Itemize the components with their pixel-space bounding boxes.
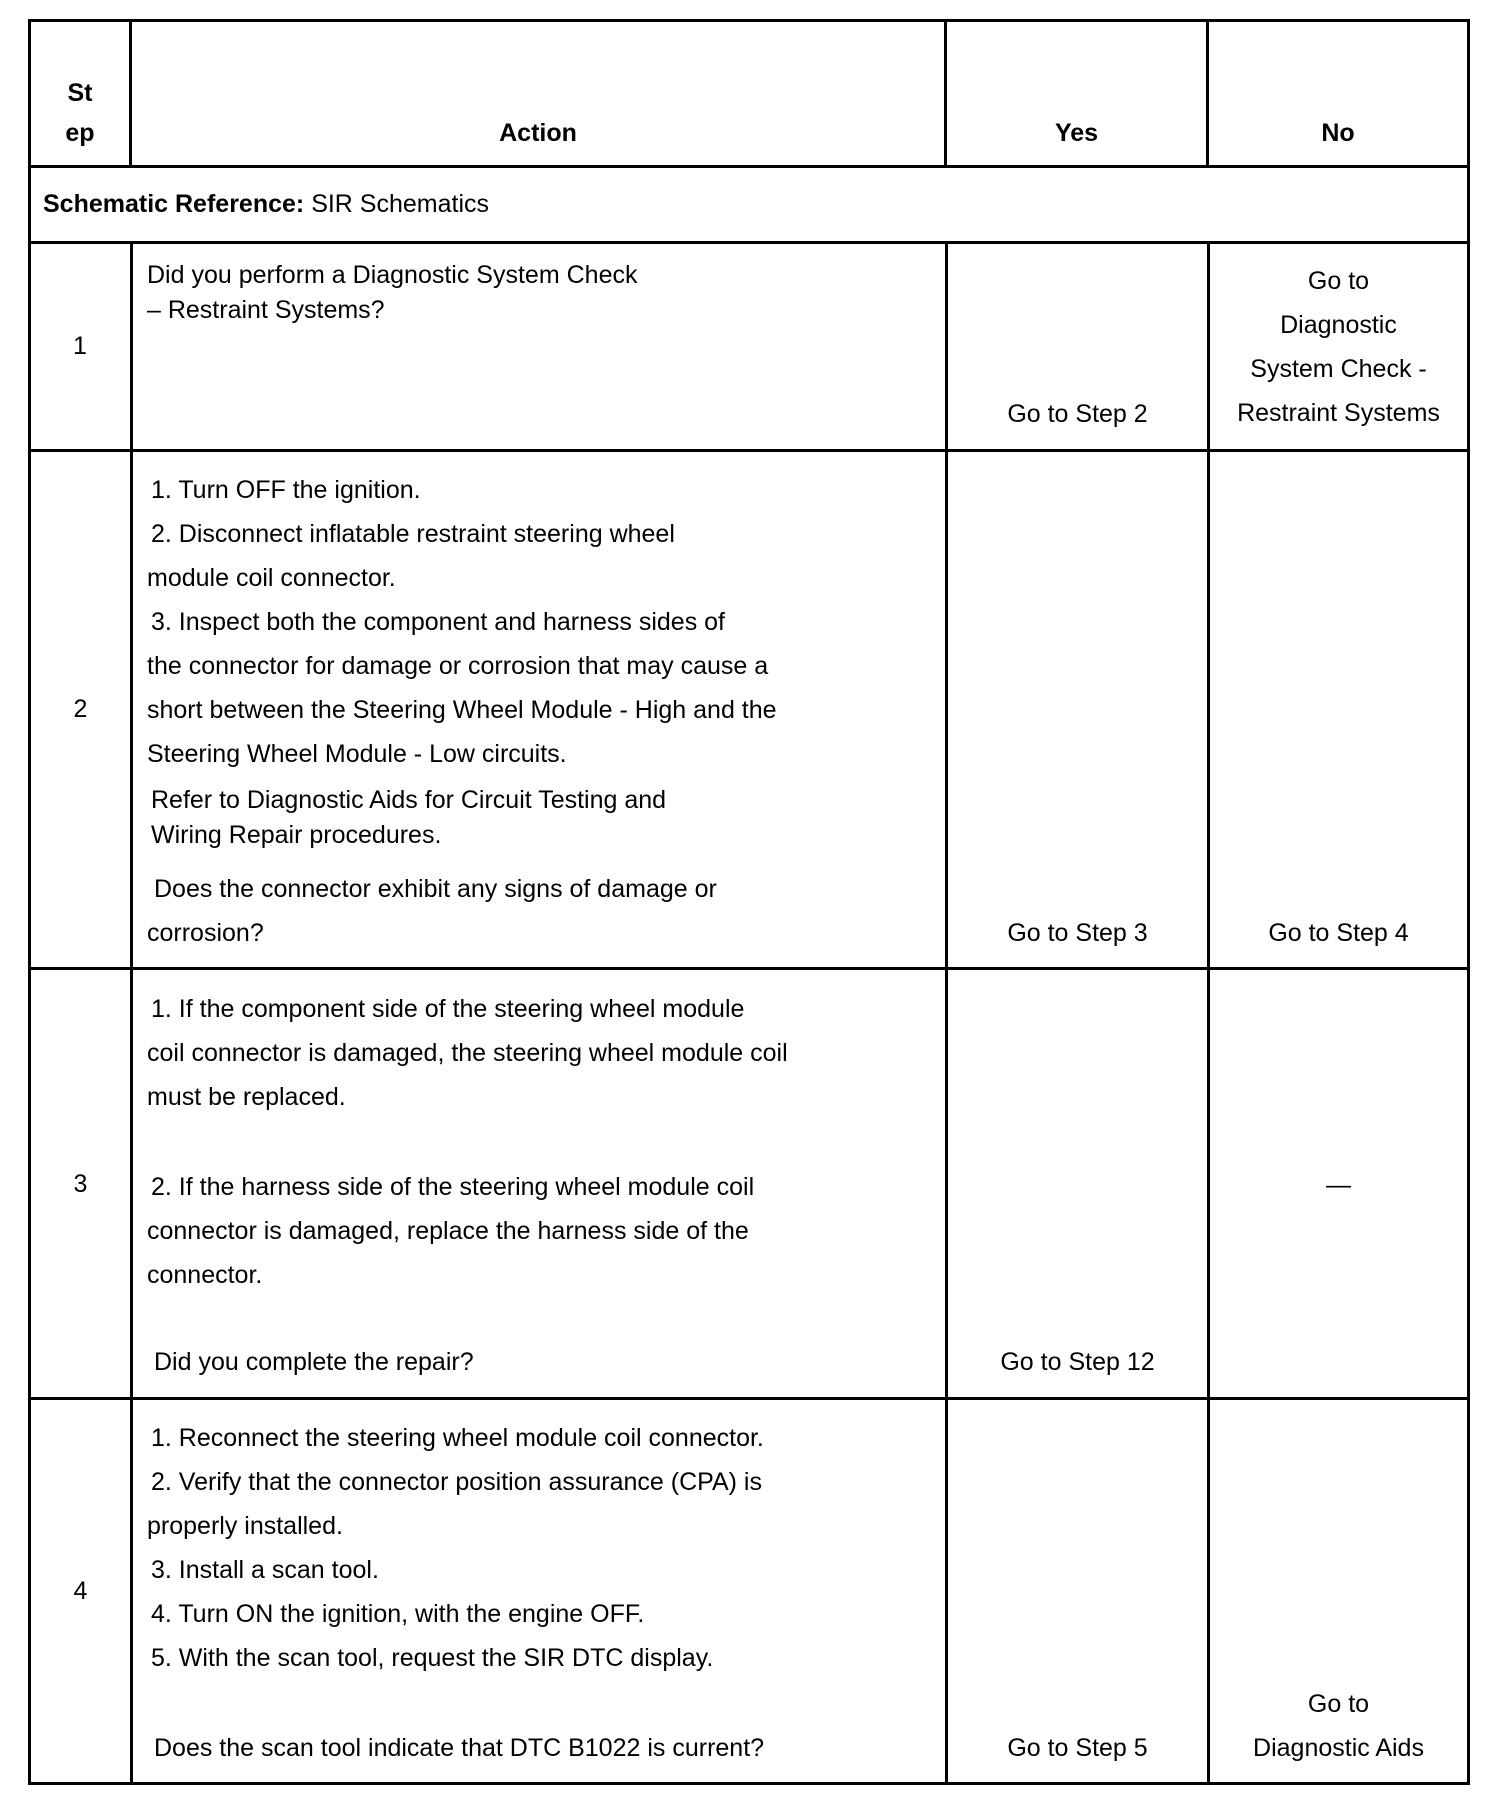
action-text bbox=[147, 258, 637, 328]
step-number: 2 bbox=[73, 695, 88, 723]
header-step-line2: ep bbox=[65, 119, 95, 147]
question-line: corrosion? bbox=[147, 919, 264, 947]
action-line: properly installed. bbox=[147, 1512, 343, 1540]
divider bbox=[28, 1782, 1470, 1785]
divider bbox=[28, 967, 1470, 970]
action-line: Did you perform a Diagnostic System Check bbox=[147, 261, 638, 289]
action-line: connector is damaged, replace the harness side of the bbox=[147, 1217, 749, 1245]
action-line: 1. Turn OFF the ignition. bbox=[151, 476, 421, 504]
question-line: Does the connector exhibit any signs of damage or bbox=[154, 875, 717, 903]
no-line: Restraint Systems bbox=[1237, 399, 1440, 427]
yes-link[interactable]: Go to Step 5 bbox=[1007, 1734, 1148, 1762]
schematic-link[interactable]: SIR Schematics bbox=[311, 190, 490, 218]
yes-link[interactable]: Go to Step 2 bbox=[1007, 400, 1148, 428]
action-line: the connector for damage or corrosion that may cause a bbox=[147, 652, 769, 680]
header-action: Action bbox=[499, 119, 577, 147]
action-line: coil connector is damaged, the steering wheel module coil bbox=[147, 1039, 788, 1067]
action-line: 1. If the component side of the steering wheel module bbox=[151, 995, 745, 1023]
action-line: module coil connector. bbox=[147, 564, 396, 592]
note-line: Wiring Repair procedures. bbox=[151, 821, 442, 849]
action-line: must be replaced. bbox=[147, 1083, 346, 1111]
header-step-line1: St bbox=[67, 79, 93, 107]
no-link[interactable]: Go to Step 4 bbox=[1268, 919, 1409, 947]
no-line: Diagnostic bbox=[1280, 311, 1397, 339]
divider bbox=[28, 449, 1470, 452]
action-line: 1. Reconnect the steering wheel module coil connector. bbox=[151, 1424, 764, 1452]
schematic-reference bbox=[43, 189, 489, 219]
yes-link[interactable]: Go to Step 12 bbox=[1000, 1348, 1155, 1376]
action-line: 2. Disconnect inflatable restraint steering wheel bbox=[151, 520, 675, 548]
yes-link[interactable]: Go to Step 3 bbox=[1007, 919, 1148, 947]
no-line: System Check - bbox=[1250, 355, 1427, 383]
action-question: Did you complete the repair? bbox=[154, 1348, 474, 1376]
action-line: – Restraint Systems? bbox=[147, 296, 385, 324]
no-dash: — bbox=[1326, 1171, 1351, 1199]
header-no: No bbox=[1321, 119, 1355, 147]
action-question bbox=[147, 867, 717, 955]
action-text bbox=[147, 1165, 754, 1297]
action-question: Does the scan tool indicate that DTC B1022 is current? bbox=[154, 1734, 765, 1762]
no-link[interactable] bbox=[1210, 259, 1467, 435]
no-link[interactable] bbox=[1210, 1682, 1467, 1770]
divider bbox=[945, 241, 948, 1785]
step-number: 4 bbox=[73, 1577, 88, 1605]
step-number: 1 bbox=[73, 332, 87, 360]
divider bbox=[28, 1397, 1470, 1400]
divider bbox=[28, 19, 1470, 22]
action-note bbox=[151, 783, 666, 853]
action-line: short between the Steering Wheel Module - High and the bbox=[147, 696, 777, 724]
action-line: 3. Inspect both the component and harness sides of bbox=[151, 608, 725, 636]
action-line: 5. With the scan tool, request the SIR DTC display. bbox=[151, 1644, 714, 1672]
action-line: 2. Verify that the connector position assurance (CPA) is bbox=[151, 1468, 762, 1496]
step-number: 3 bbox=[73, 1170, 88, 1198]
no-line: Go to bbox=[1307, 267, 1370, 295]
divider bbox=[28, 165, 1470, 168]
header-yes: Yes bbox=[1054, 119, 1099, 147]
action-line: 4. Turn ON the ignition, with the engine OFF. bbox=[151, 1600, 645, 1628]
action-text bbox=[147, 987, 788, 1119]
action-line: 2. If the harness side of the steering wheel module coil bbox=[151, 1173, 755, 1201]
divider bbox=[130, 241, 133, 1785]
no-line: Go to bbox=[1307, 1690, 1370, 1718]
divider bbox=[28, 241, 1470, 244]
no-line: Diagnostic Aids bbox=[1253, 1734, 1424, 1762]
action-line: 3. Install a scan tool. bbox=[151, 1556, 379, 1584]
divider bbox=[28, 19, 31, 1785]
divider bbox=[1207, 241, 1210, 1785]
action-line: connector. bbox=[147, 1261, 263, 1289]
action-line: Steering Wheel Module - Low circuits. bbox=[147, 740, 567, 768]
note-line: Refer to Diagnostic Aids for Circuit Testing and bbox=[151, 786, 667, 814]
divider bbox=[1467, 19, 1470, 1785]
action-text bbox=[147, 468, 777, 776]
schematic-label: Schematic Reference: bbox=[43, 190, 305, 218]
action-text bbox=[147, 1416, 764, 1680]
